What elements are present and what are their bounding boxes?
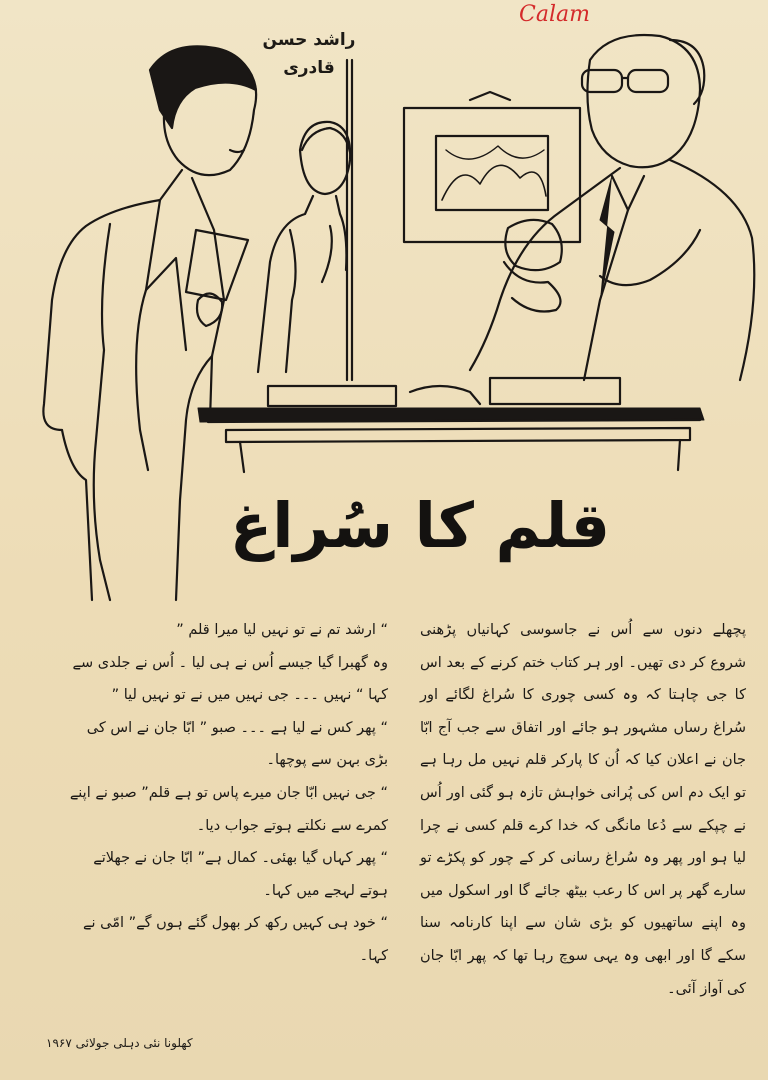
story-column-left xyxy=(62,614,388,1014)
story-title: قلم کا سُراغ xyxy=(229,489,611,562)
story-paragraph: “ پھر کس نے لیا ہے ۔۔۔ صبو ” ابّا جان نے اس کی بڑی بہن سے پوچھا۔ xyxy=(86,719,388,769)
story-paragraph: “ جی نہیں ابّا جان میرے پاس تو ہے قلم” صبو نے اپنے کمرے سے نکلتے ہوتے جواب دیا۔ xyxy=(69,784,388,834)
story-paragraph: “ خود ہی کہیں رکھ کر بھول گئے ہوں گے” امّی نے کہا۔ xyxy=(83,915,388,964)
author-byline: راشد حسن قادری xyxy=(262,30,356,78)
story-paragraph: “ ارشد تم نے تو نہیں لیا میرا قلم ” xyxy=(176,622,388,638)
handwritten-note: Calam xyxy=(519,2,590,27)
story-column-right xyxy=(420,614,746,1014)
story-paragraph: پچھلے دنوں سے اُس نے جاسوسی کہانیاں پڑھنی شروع کر دی تھیں۔ اور ہر کتاب ختم کرنے کے بعد اس کا جی چاہتا کہ وہ کسی چوری کا سُراغ لگائے اور سُراغ رساں مشہور ہو جائے اور اتفاق سے جب آج ابّا جان نے اعلان کیا کہ اُن کا پارکر قلم نہیں مل رہا ہے تو ایک دم اس کی پُرانی خواہش تازہ ہو گئی اور اُس نے چپکے سے دُعا مانگی کہ خدا کرے قلم کسی نے چرا لیا ہو اور پھر وہ سُراغ رسانی کر کے چور کو پکڑے تو سارے گھر پر اس کا رعب بیٹھ جائے گا اور اسکول میں وہ اپنے ساتھیوں کو بڑی شان سے اپنا کارنامہ سنا سکے گا اور ابھی وہ یہی سوچ رہا تھا کہ پھر ابّا جان کی آواز آئی۔ xyxy=(420,622,746,997)
story-paragraph: وہ گھبرا گیا جیسے اُس نے ہی لیا ۔ اُس نے جلدی سے کہا “ نہیں ۔۔۔ جی نہیں میں نے تو نہیں لیا ” xyxy=(72,654,388,704)
story-paragraph: “ پھر کہاں گیا بھئی۔ کمال ہے” ابّا جان نے جھلاتے ہوتے لہجے میں کہا۔ xyxy=(93,850,388,899)
page-footer: کھلونا نئی دہلی جولائی ۱۹۶۷ xyxy=(46,1036,193,1050)
